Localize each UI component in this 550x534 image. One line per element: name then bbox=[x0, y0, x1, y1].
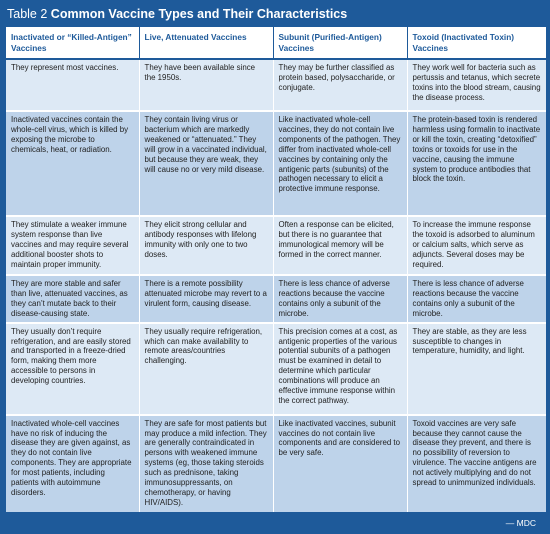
table-cell: They elicit strong cellular and antibody responses with lifelong immunity with only one to two doses. bbox=[139, 216, 273, 275]
source-credit: — MDC bbox=[505, 518, 536, 528]
header-live-attenuated: Live, Attenuated Vaccines bbox=[139, 27, 273, 59]
table-cell: Like inactivated vaccines, subunit vaccines do not contain live components and are considered to be very safe. bbox=[273, 415, 407, 512]
table-row bbox=[6, 216, 546, 275]
table-row bbox=[6, 415, 546, 512]
table-cell: This precision comes at a cost, as antigenic properties of the various potential subunits of a pathogen must be examined in detail to determine which particular combinations will produce an effective immune response within the correct pathway. bbox=[273, 323, 407, 415]
header-row bbox=[6, 27, 546, 59]
table-cell: They are safe for most patients but may produce a mild infection. They are generally contraindicated in persons with weakened immune systems (eg, those taking steroids such as prednisone, taking immunosuppressants, on chemotherapy, or having HIV/AIDS). bbox=[139, 415, 273, 512]
header-toxoid: Toxoid (Inactivated Toxin) Vaccines bbox=[407, 27, 546, 59]
table-title bbox=[7, 4, 347, 24]
table-cell: They have been available since the 1950s. bbox=[139, 59, 273, 111]
table-name: Common Vaccine Types and Their Characteristics bbox=[50, 7, 348, 21]
table-cell: Like inactivated whole-cell vaccines, they do not contain live components of the pathogen. They differ from inactivated whole-cell vaccines by containing only the antigenic parts (subunits) of the pathogen necessary to elicit a protective immune response. bbox=[273, 111, 407, 216]
table-cell: They are more stable and safer than live, attenuated vaccines, as they can’t mutate back to their disease-causing state. bbox=[6, 275, 139, 323]
table-cell: They are stable, as they are less susceptible to changes in temperature, humidity, and light. bbox=[407, 323, 546, 415]
table-row bbox=[6, 323, 546, 415]
table-cell: Often a response can be elicited, but there is no guarantee that immunological memory will be formed in the correct manner. bbox=[273, 216, 407, 275]
table-cell: Toxoid vaccines are very safe because they cannot cause the disease they prevent, and there is no possibility of reversion to virulence. The vaccine antigens are not actively multiplying and do not spread to unimmunized individuals. bbox=[407, 415, 546, 512]
header-subunit: Subunit (Purified-Antigen) Vaccines bbox=[273, 27, 407, 59]
table-cell: They usually require refrigeration, which can make availability to remote areas/countries challenging. bbox=[139, 323, 273, 415]
table-cell: They stimulate a weaker immune system response than live vaccines and may require several additional booster shots to maintain proper immunity. bbox=[6, 216, 139, 275]
table-cell: They contain living virus or bacterium which are markedly weakened or “attenuated.” They will grow in a vaccinated individual, but because they are weak, they will cause no or very mild disease. bbox=[139, 111, 273, 216]
table-cell: They may be further classified as protein based, polysaccharide, or conjugate. bbox=[273, 59, 407, 111]
table-row bbox=[6, 59, 546, 111]
table-row bbox=[6, 275, 546, 323]
table-cell: Inactivated vaccines contain the whole-cell virus, which is killed by exposing the microbe to chemicals, heat, or radiation. bbox=[6, 111, 139, 216]
table-cell: Inactivated whole-cell vaccines have no risk of inducing the disease they are given against, as they do not contain live components. They are appropriate for most patients, including patients with autoimmune disorders. bbox=[6, 415, 139, 512]
table-cell: There is less chance of adverse reactions because the vaccine contains only a subunit of the microbe. bbox=[407, 275, 546, 323]
table-cell: The protein-based toxin is rendered harmless using formalin to inactivate or kill the toxin, creating “detoxified” toxins or toxoids for use in the vaccine, causing the immune system to produce antibodies that block the toxin. bbox=[407, 111, 546, 216]
table-number: Table 2 bbox=[7, 7, 48, 21]
table-cell: They usually don’t require refrigeration, and are easily stored and transported in a freeze-dried form, making them more accessible to persons in developing countries. bbox=[6, 323, 139, 415]
table-cell: There is less chance of adverse reactions because the vaccine contains only a subunit of the microbe. bbox=[273, 275, 407, 323]
table-cell: There is a remote possibility attenuated microbe may revert to a virulent form, causing disease. bbox=[139, 275, 273, 323]
table-cell: They represent most vaccines. bbox=[6, 59, 139, 111]
table-row bbox=[6, 111, 546, 216]
header-inactivated: Inactivated or “Killed-Antigen” Vaccines bbox=[6, 27, 139, 59]
table-cell: To increase the immune response the toxoid is adsorbed to aluminum or calcium salts, which serve as adjuncts. Several doses may be required. bbox=[407, 216, 546, 275]
vaccine-types-table bbox=[6, 27, 546, 512]
table-cell: They work well for bacteria such as pertussis and tetanus, which secrete toxins into the blood stream, causing the disease process. bbox=[407, 59, 546, 111]
